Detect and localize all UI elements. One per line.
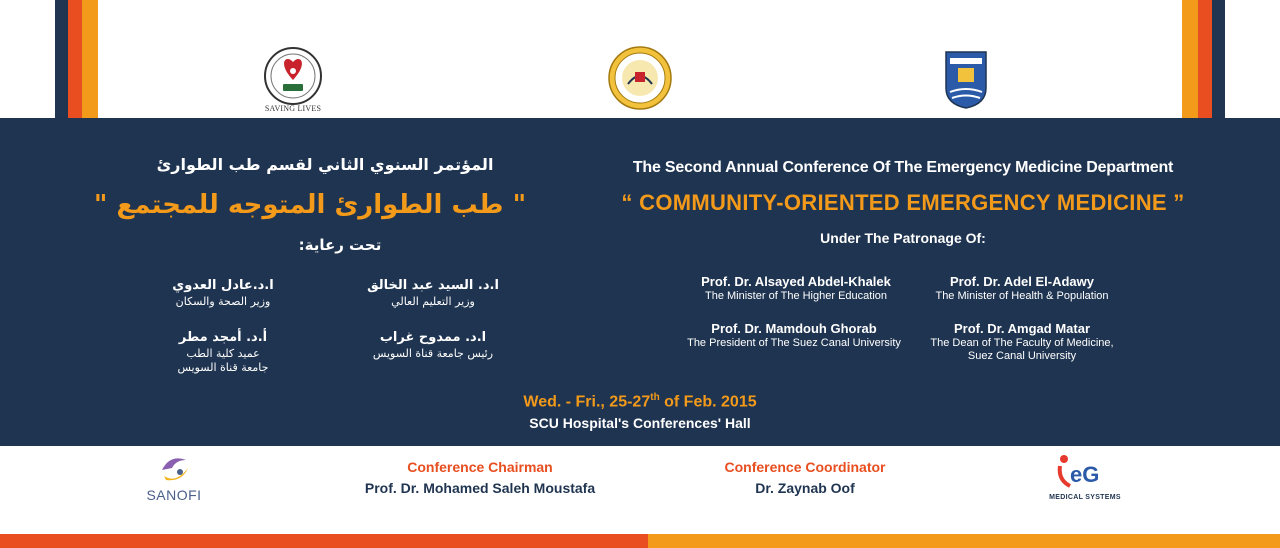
sanofi-logo-text: SANOFI	[146, 487, 202, 503]
chairman-name: Prof. Dr. Mohamed Saleh Moustafa	[364, 480, 596, 496]
arabic-patron-4	[128, 330, 318, 375]
patron-name: Prof. Dr. Adel El-Adawy	[950, 274, 1094, 289]
event-venue: SCU Hospital's Conferences' Hall	[529, 415, 751, 431]
chairman-label: Conference Chairman	[407, 459, 553, 475]
patron-name: Prof. Dr. Alsayed Abdel-Khalek	[701, 274, 891, 289]
patron-role: وزير الصحة والسكان	[175, 294, 271, 308]
patron-role: عميد كلية الطب	[186, 346, 260, 360]
right-red-stripe	[1198, 0, 1212, 118]
footer-red-bar	[0, 534, 648, 548]
conference-seal-logo	[608, 46, 672, 110]
right-navy-stripe	[1212, 0, 1225, 118]
coordinator-name: Dr. Zaynab Oof	[755, 480, 855, 496]
english-conference-theme: “ COMMUNITY-ORIENTED EMERGENCY MEDICINE ”	[621, 190, 1185, 215]
eg-medical-systems-label: MEDICAL SYSTEMS	[1049, 494, 1121, 501]
patron-role: The Minister of The Higher Education	[705, 289, 887, 302]
event-date-start: Wed. - Fri., 25-27	[523, 393, 651, 411]
arabic-patron-3	[338, 330, 528, 361]
patron-name: Prof. Dr. Amgad Matar	[953, 321, 1091, 336]
patron-role: وزير التعليم العالي	[391, 294, 475, 308]
english-conference-title: The Second Annual Conference Of The Emergency Medicine Department	[632, 159, 1174, 176]
patron-role: The Dean of The Faculty of Medicine,	[930, 336, 1114, 349]
footer-orange-bar	[648, 534, 1280, 548]
arabic-conference-title: المؤتمر السنوي الثاني لقسم طب الطوارئ	[156, 155, 494, 174]
main-panel	[0, 118, 1280, 446]
patron-name: ا.د. السيد عبد الخالق	[367, 278, 499, 293]
english-patronage-heading: Under The Patronage Of:	[820, 230, 986, 246]
event-date-suffix: th	[650, 392, 660, 403]
faculty-of-medicine-logo	[942, 48, 990, 110]
patron-role: رئيس جامعة قناة السويس	[372, 346, 494, 360]
coordinator-label: Conference Coordinator	[724, 459, 886, 475]
saving-lives-caption: SAVING LIVES	[264, 104, 322, 113]
arabic-patron-1	[338, 278, 528, 309]
right-orange-stripe	[1182, 0, 1198, 118]
english-patron-4	[892, 321, 1152, 364]
english-patron-1	[666, 274, 926, 303]
patron-name: أ.د. أمجد مطر	[178, 330, 268, 345]
left-navy-stripe	[55, 0, 68, 118]
event-date-end: of Feb. 2015	[659, 393, 757, 411]
arabic-patronage-heading: تحت رعاية:	[298, 236, 382, 254]
patron-role-line-2: Suez Canal University	[967, 350, 1077, 363]
sanofi-bird-icon	[156, 452, 192, 486]
left-red-stripe	[68, 0, 82, 118]
english-patron-3	[664, 321, 924, 350]
patron-name: Prof. Dr. Mamdouh Ghorab	[711, 321, 877, 336]
eg-medical-systems-icon	[1056, 452, 1112, 492]
english-patron-2	[892, 274, 1152, 303]
arabic-conference-theme: " طب الطوارئ المتوجه للمجتمع "	[93, 190, 527, 220]
arabic-patron-2	[128, 278, 318, 309]
svg-text:eG: eG	[1070, 462, 1100, 487]
patron-name: ا.د. ممدوح غراب	[379, 330, 487, 345]
patron-role: The Minister of Health & Population	[935, 289, 1109, 302]
patron-name: ا.د.عادل العدوي	[172, 278, 274, 293]
event-date	[440, 392, 840, 411]
left-orange-stripe	[82, 0, 98, 118]
patron-role-line-2: جامعة قناة السويس	[177, 361, 269, 375]
patron-role: The President of The Suez Canal University	[687, 336, 901, 349]
